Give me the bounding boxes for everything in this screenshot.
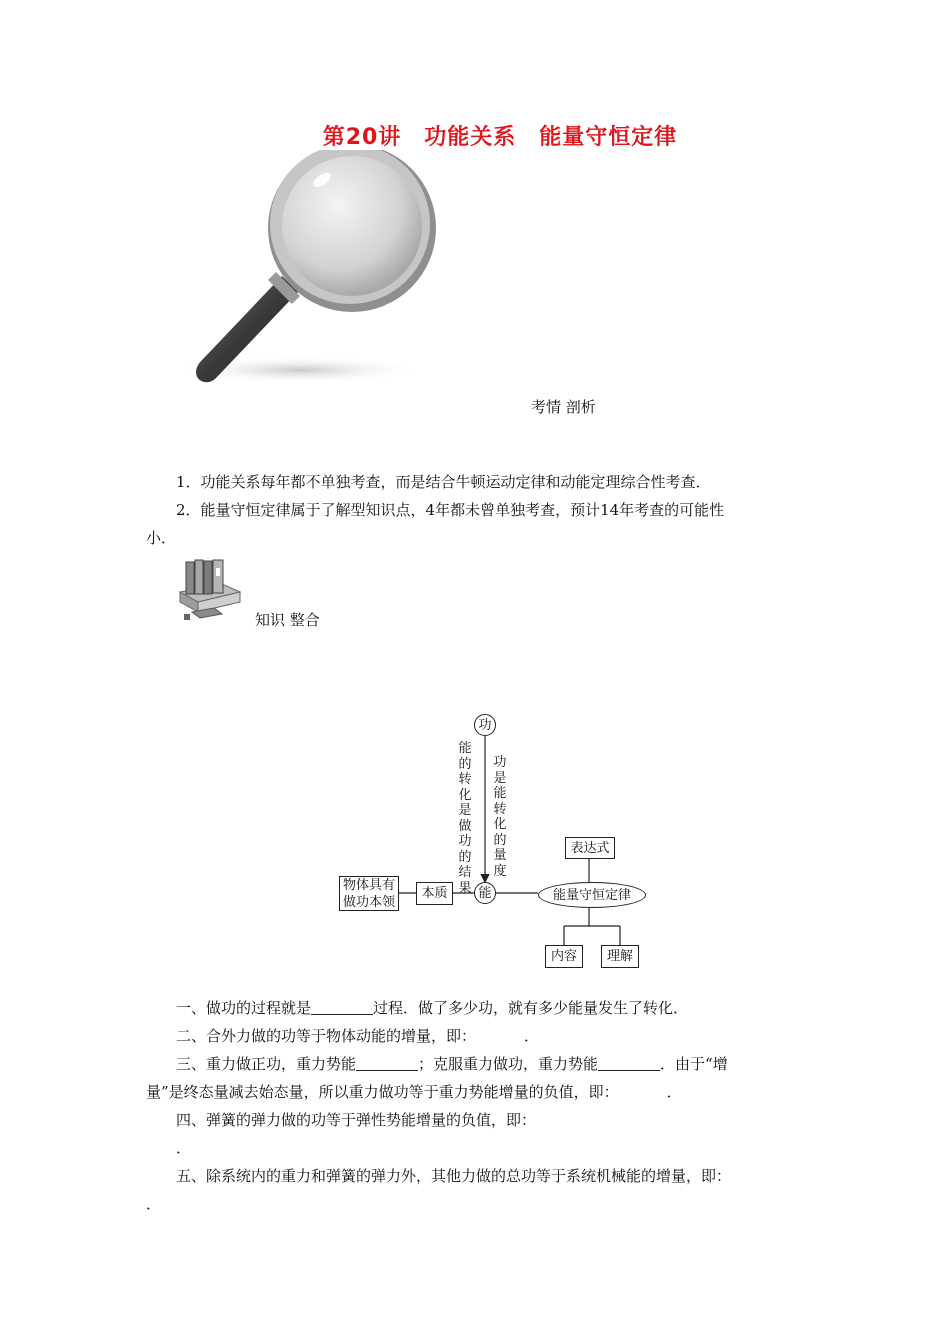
node-energy-conservation: 能量守恒定律 xyxy=(538,882,646,908)
node-expression: 表达式 xyxy=(565,837,615,859)
magnifier-icon xyxy=(170,150,450,395)
item-1-text-a: 一、做功的过程就是 xyxy=(176,999,312,1017)
label-work-measure: 功是能转化的量度 xyxy=(493,755,507,879)
item-3-text-a: 三、重力做正功，重力势能 xyxy=(176,1055,357,1073)
section-label-analysis: 考情 剖析 xyxy=(531,398,596,416)
item-2 xyxy=(176,1023,539,1049)
label-energy-conversion-result: 能的转化是做功的结果 xyxy=(458,741,472,896)
item-2-text-b: ． xyxy=(524,1027,540,1045)
node-content: 内容 xyxy=(545,945,583,968)
section-label-knowledge: 知识 整合 xyxy=(255,611,320,629)
item-5-cont: ． xyxy=(146,1195,162,1213)
item-3-text-c: ．由于“增 xyxy=(660,1055,728,1073)
item-3 xyxy=(176,1051,728,1077)
node-energy: 能 xyxy=(474,882,496,904)
analysis-point-2-cont: 小． xyxy=(146,529,177,547)
analysis-point-1: 1．功能关系每年都不单独考查，而是结合牛顿运动定律和动能定理综合性考查． xyxy=(176,473,711,491)
item-4-cont: ． xyxy=(176,1139,192,1157)
node-essence: 本质 xyxy=(416,882,453,905)
item-5: 五、除系统内的重力和弹簧的弹力外，其他力做的总功等于系统机械能的增量，即： xyxy=(176,1167,732,1185)
fill-blank xyxy=(311,998,373,1015)
node-work: 功 xyxy=(474,714,496,736)
node-work-ability: 物体具有做功本领 xyxy=(339,876,399,911)
item-4: 四、弹簧的弹力做的功等于弹性势能增量的负值，即： xyxy=(176,1111,537,1129)
item-2-text-a: 二、合外力做的功等于物体动能的增量，即： xyxy=(176,1027,477,1045)
fill-blank xyxy=(356,1054,418,1071)
item-1-text-b: 过程．做了多少功，就有多少能量发生了转化． xyxy=(373,999,689,1017)
fill-blank xyxy=(598,1054,660,1071)
item-3-text-e: ． xyxy=(666,1083,682,1101)
page-title: 第20讲 功能关系 能量守恒定律 xyxy=(322,125,678,150)
concept-diagram xyxy=(330,705,660,975)
item-3-cont xyxy=(146,1079,682,1105)
books-icon xyxy=(174,556,246,624)
analysis-point-2: 2．能量守恒定律属于了解型知识点，4年都未曾单独考查，预计14年考查的可能性 xyxy=(176,501,725,519)
item-1 xyxy=(176,995,688,1021)
item-3-text-d: 量”是终态量减去始态量，所以重力做功等于重力势能增量的负值，即： xyxy=(146,1083,619,1101)
node-understanding: 理解 xyxy=(601,945,639,968)
item-3-text-b: ；克服重力做功，重力势能 xyxy=(418,1055,599,1073)
